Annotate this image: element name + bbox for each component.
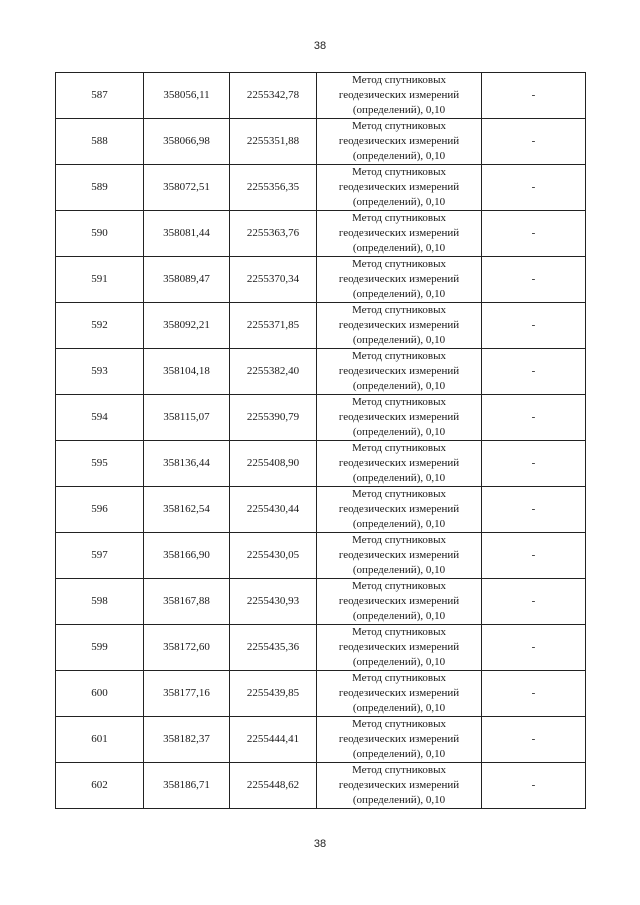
method-line: (определений), 0,10 [352,610,446,622]
table-row [56,625,586,671]
point-number-cell: 602 [56,763,144,809]
point-number-cell: 594 [56,395,144,441]
note-cell: - [482,257,586,303]
method-line: геодезических измерений [338,733,460,745]
note-cell: - [482,73,586,119]
x-coordinate-cell: 358167,88 [144,579,230,625]
point-number-cell: 587 [56,73,144,119]
y-coordinate-cell: 2255351,88 [230,119,317,165]
x-coordinate-cell: 358066,98 [144,119,230,165]
method-line: Метод спутниковых [352,534,446,546]
y-coordinate-cell: 2255430,05 [230,533,317,579]
method-line: Метод спутниковых [352,580,446,592]
method-line: (определений), 0,10 [352,794,446,806]
method-cell [317,579,482,625]
table-row [56,73,586,119]
table-row [56,303,586,349]
method-line: Метод спутниковых [352,764,446,776]
coordinates-table-body [56,73,586,809]
method-cell [317,533,482,579]
note-cell: - [482,579,586,625]
note-cell: - [482,303,586,349]
x-coordinate-cell: 358186,71 [144,763,230,809]
method-line: геодезических измерений [338,641,460,653]
method-cell [317,717,482,763]
method-cell [317,441,482,487]
method-cell [317,349,482,395]
point-number-cell: 599 [56,625,144,671]
method-cell [317,73,482,119]
table-row [56,579,586,625]
table-row [56,487,586,533]
method-line: Метод спутниковых [352,166,446,178]
x-coordinate-cell: 358056,11 [144,73,230,119]
note-cell: - [482,441,586,487]
method-cell [317,763,482,809]
method-line: геодезических измерений [338,503,460,515]
method-cell [317,165,482,211]
note-cell: - [482,211,586,257]
table-row [56,671,586,717]
y-coordinate-cell: 2255382,40 [230,349,317,395]
method-line: геодезических измерений [338,457,460,469]
method-line: (определений), 0,10 [352,288,446,300]
method-line: (определений), 0,10 [352,380,446,392]
point-number-cell: 589 [56,165,144,211]
method-cell [317,303,482,349]
method-line: геодезических измерений [338,135,460,147]
coordinates-table [55,72,586,809]
method-line: Метод спутниковых [352,488,446,500]
y-coordinate-cell: 2255342,78 [230,73,317,119]
point-number-cell: 601 [56,717,144,763]
method-line: Метод спутниковых [352,672,446,684]
x-coordinate-cell: 358177,16 [144,671,230,717]
method-line: Метод спутниковых [352,396,446,408]
note-cell: - [482,671,586,717]
method-line: Метод спутниковых [352,212,446,224]
point-number-cell: 592 [56,303,144,349]
table-row [56,533,586,579]
note-cell: - [482,165,586,211]
note-cell: - [482,487,586,533]
method-line: геодезических измерений [338,779,460,791]
table-row [56,165,586,211]
note-cell: - [482,533,586,579]
y-coordinate-cell: 2255448,62 [230,763,317,809]
method-cell [317,257,482,303]
x-coordinate-cell: 358092,21 [144,303,230,349]
x-coordinate-cell: 358162,54 [144,487,230,533]
method-line: геодезических измерений [338,687,460,699]
method-line: геодезических измерений [338,549,460,561]
method-line: (определений), 0,10 [352,334,446,346]
y-coordinate-cell: 2255371,85 [230,303,317,349]
method-line: геодезических измерений [338,595,460,607]
x-coordinate-cell: 358115,07 [144,395,230,441]
x-coordinate-cell: 358089,47 [144,257,230,303]
method-line: Метод спутниковых [352,120,446,132]
method-line: (определений), 0,10 [352,564,446,576]
point-number-cell: 588 [56,119,144,165]
table-row [56,763,586,809]
method-line: (определений), 0,10 [352,426,446,438]
method-line: (определений), 0,10 [352,656,446,668]
x-coordinate-cell: 358182,37 [144,717,230,763]
method-cell [317,671,482,717]
method-cell [317,211,482,257]
point-number-cell: 595 [56,441,144,487]
note-cell: - [482,625,586,671]
y-coordinate-cell: 2255408,90 [230,441,317,487]
method-line: геодезических измерений [338,411,460,423]
table-row [56,395,586,441]
y-coordinate-cell: 2255390,79 [230,395,317,441]
y-coordinate-cell: 2255356,35 [230,165,317,211]
method-cell [317,625,482,671]
x-coordinate-cell: 358104,18 [144,349,230,395]
method-line: (определений), 0,10 [352,702,446,714]
y-coordinate-cell: 2255439,85 [230,671,317,717]
point-number-cell: 598 [56,579,144,625]
method-line: Метод спутниковых [352,258,446,270]
method-line: Метод спутниковых [352,718,446,730]
page-number-top: 38 [313,40,327,52]
point-number-cell: 596 [56,487,144,533]
x-coordinate-cell: 358081,44 [144,211,230,257]
y-coordinate-cell: 2255363,76 [230,211,317,257]
x-coordinate-cell: 358136,44 [144,441,230,487]
method-line: (определений), 0,10 [352,748,446,760]
point-number-cell: 600 [56,671,144,717]
table-row [56,119,586,165]
point-number-cell: 590 [56,211,144,257]
method-line: Метод спутниковых [352,442,446,454]
method-line: (определений), 0,10 [352,196,446,208]
y-coordinate-cell: 2255430,44 [230,487,317,533]
table-row [56,717,586,763]
method-line: (определений), 0,10 [352,150,446,162]
note-cell: - [482,349,586,395]
method-line: геодезических измерений [338,181,460,193]
y-coordinate-cell: 2255430,93 [230,579,317,625]
table-row [56,257,586,303]
method-line: (определений), 0,10 [352,518,446,530]
method-line: (определений), 0,10 [352,242,446,254]
table-row [56,211,586,257]
method-cell [317,395,482,441]
x-coordinate-cell: 358172,60 [144,625,230,671]
table-row [56,349,586,395]
y-coordinate-cell: 2255435,36 [230,625,317,671]
method-line: Метод спутниковых [352,304,446,316]
method-line: Метод спутниковых [352,350,446,362]
x-coordinate-cell: 358166,90 [144,533,230,579]
point-number-cell: 591 [56,257,144,303]
method-line: (определений), 0,10 [352,104,446,116]
method-line: Метод спутниковых [352,626,446,638]
table-row [56,441,586,487]
method-line: геодезических измерений [338,365,460,377]
note-cell: - [482,119,586,165]
method-line: геодезических измерений [338,319,460,331]
y-coordinate-cell: 2255370,34 [230,257,317,303]
method-cell [317,119,482,165]
method-cell [317,487,482,533]
method-line: геодезических измерений [338,89,460,101]
note-cell: - [482,763,586,809]
y-coordinate-cell: 2255444,41 [230,717,317,763]
method-line: Метод спутниковых [352,74,446,86]
method-line: геодезических измерений [338,227,460,239]
x-coordinate-cell: 358072,51 [144,165,230,211]
note-cell: - [482,395,586,441]
note-cell: - [482,717,586,763]
point-number-cell: 597 [56,533,144,579]
page-number-bottom: 38 [313,838,327,850]
method-line: (определений), 0,10 [352,472,446,484]
method-line: геодезических измерений [338,273,460,285]
point-number-cell: 593 [56,349,144,395]
